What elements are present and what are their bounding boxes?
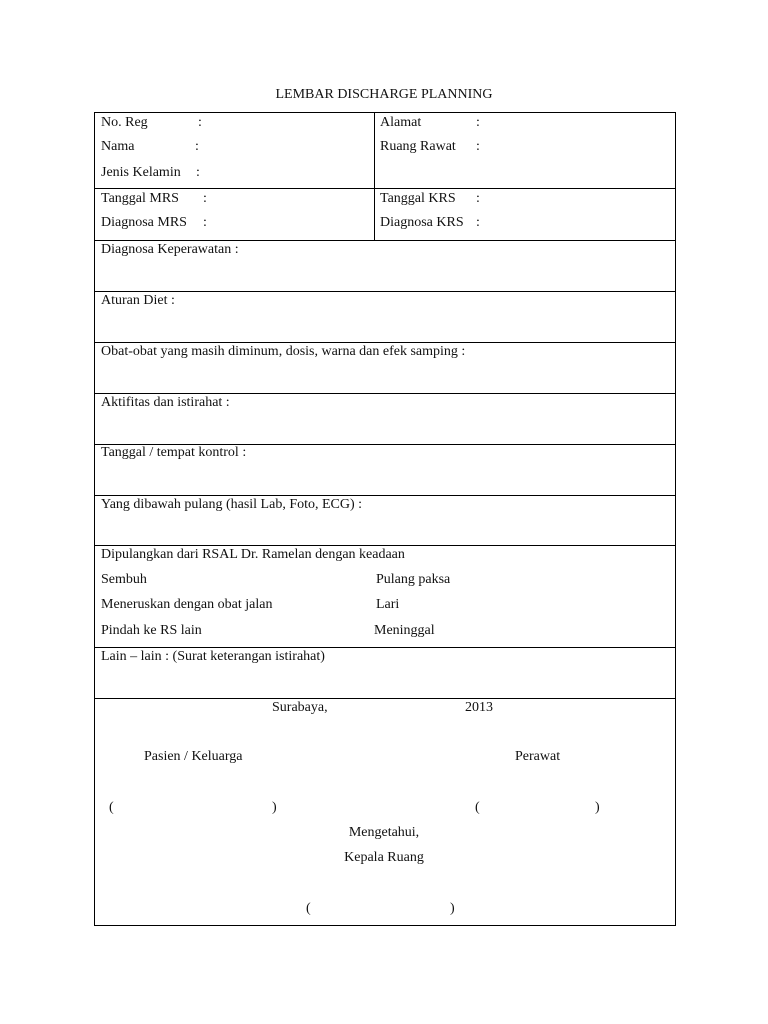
option-sembuh: Sembuh (101, 572, 147, 587)
perawat-signature-open: ( (475, 800, 480, 815)
pasien-signature-open: ( (109, 800, 114, 815)
tanggal-mrs-label: Tanggal MRS (101, 191, 179, 206)
perawat-label: Perawat (515, 749, 561, 764)
signature-city: Surabaya, (272, 700, 328, 715)
no-reg-colon: : (198, 115, 202, 130)
alamat-label: Alamat (380, 115, 422, 130)
tanggal-krs-colon: : (476, 191, 480, 206)
table-border-top (94, 112, 676, 113)
table-border-right (675, 112, 676, 926)
row-divider (94, 647, 676, 648)
diagnosa-keperawatan-label: Diagnosa Keperawatan : (101, 242, 239, 257)
tanggal-krs-label: Tanggal KRS (380, 191, 456, 206)
lain-lain-label: Lain – lain : (Surat keterangan istirahat) (101, 649, 325, 664)
obat-label: Obat-obat yang masih diminum, dosis, warna dan efek samping : (101, 344, 466, 359)
diagnosa-mrs-colon: : (203, 215, 207, 230)
option-meninggal: Meninggal (374, 623, 435, 638)
ruang-rawat-label: Ruang Rawat (380, 139, 456, 154)
option-lari: Lari (376, 597, 400, 612)
row-divider (94, 545, 676, 546)
discharge-heading: Dipulangkan dari RSAL Dr. Ramelan dengan keadaan (101, 547, 405, 562)
aturan-diet-label: Aturan Diet : (101, 293, 175, 308)
kontrol-label: Tanggal / tempat kontrol : (101, 445, 247, 460)
row-divider (94, 188, 676, 189)
diagnosa-mrs-label: Diagnosa MRS (101, 215, 187, 230)
table-border-bottom (94, 925, 676, 926)
mengetahui-label: Mengetahui, (348, 825, 420, 840)
aktifitas-label: Aktifitas dan istirahat : (101, 395, 230, 410)
page-title: LEMBAR DISCHARGE PLANNING (275, 87, 493, 102)
ruang-rawat-colon: : (476, 139, 480, 154)
row-divider (94, 291, 676, 292)
column-divider (374, 112, 375, 240)
row-divider (94, 495, 676, 496)
option-obat-jalan: Meneruskan dengan obat jalan (101, 597, 273, 612)
no-reg-label: No. Reg (101, 115, 148, 130)
option-pindah: Pindah ke RS lain (101, 623, 202, 638)
signature-year: 2013 (465, 700, 493, 715)
jenis-kelamin-label: Jenis Kelamin (101, 165, 181, 180)
nama-colon: : (195, 139, 199, 154)
row-divider (94, 240, 676, 241)
dibawa-pulang-label: Yang dibawah pulang (hasil Lab, Foto, ECG) : (101, 497, 363, 512)
row-divider (94, 393, 676, 394)
nama-label: Nama (101, 139, 135, 154)
option-pulang-paksa: Pulang paksa (376, 572, 451, 587)
pasien-signature-close: ) (272, 800, 277, 815)
perawat-signature-close: ) (595, 800, 600, 815)
tanggal-mrs-colon: : (203, 191, 207, 206)
alamat-colon: : (476, 115, 480, 130)
kepala-ruang-label: Kepala Ruang (344, 850, 424, 865)
table-border-left (94, 112, 95, 926)
kepala-signature-open: ( (306, 901, 311, 916)
row-divider (94, 342, 676, 343)
kepala-signature-close: ) (450, 901, 455, 916)
jenis-kelamin-colon: : (196, 165, 200, 180)
row-divider (94, 698, 676, 699)
diagnosa-krs-colon: : (476, 215, 480, 230)
diagnosa-krs-label: Diagnosa KRS (380, 215, 464, 230)
pasien-keluarga-label: Pasien / Keluarga (144, 749, 243, 764)
